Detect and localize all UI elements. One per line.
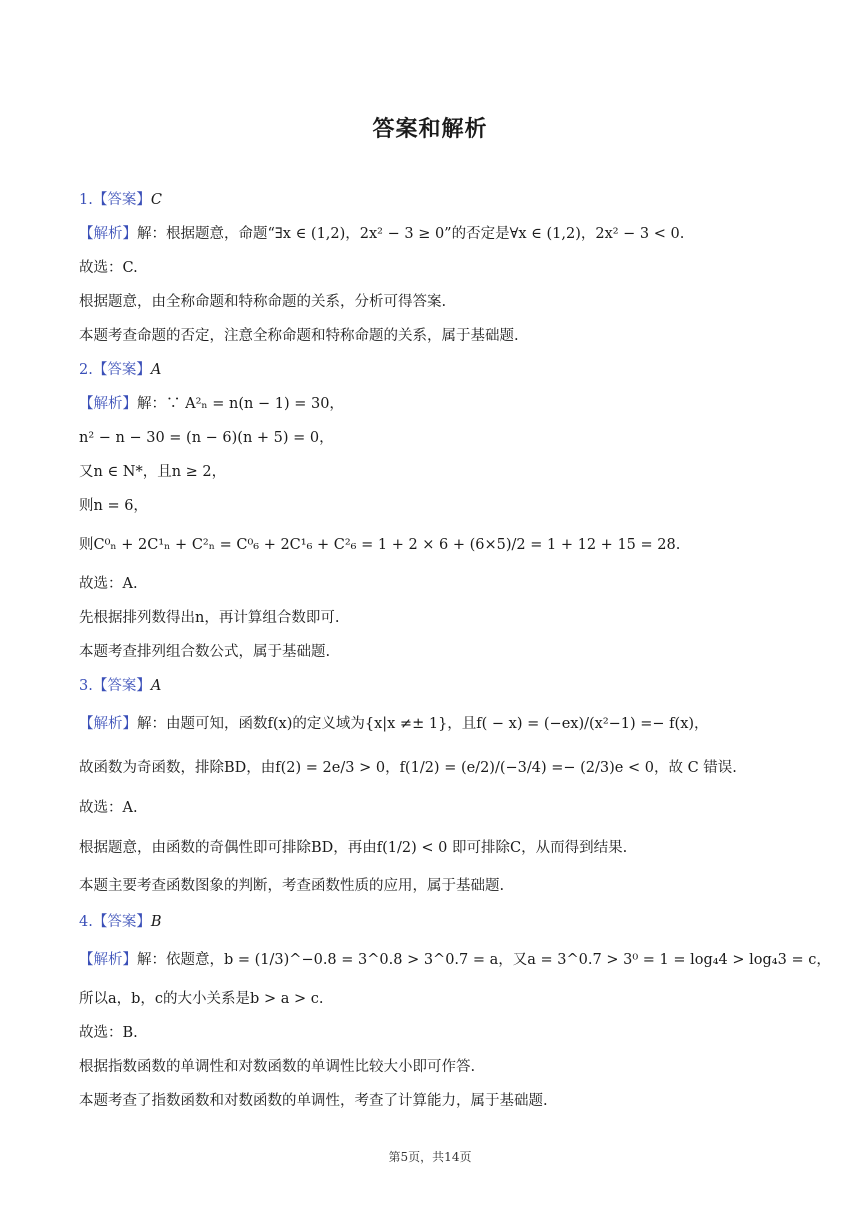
analysis-line-4-1 <box>79 950 831 970</box>
analysis-line-1-1 <box>79 224 684 244</box>
analysis-line-2-4: 则n = 6， <box>79 498 148 514</box>
analysis-text: 解：根据题意，命题“∃x ∈ (1,2)，2x² − 3 ≥ 0”的否定是∀x ∈ (1,2)，2x² − 3 < 0. <box>137 226 685 242</box>
analysis-text: 解：∵ A²ₙ = n(n − 1) = 30， <box>137 396 344 412</box>
analysis-line-3-2: 故函数为奇函数，排除BD，由f(2) = 2e/3 > 0，f(1/2) = (e/2)/(−3/4) =− (2/3)e < 0，故 C 错误. <box>79 760 737 776</box>
analysis-line-1-2: 故选：C. <box>79 260 138 276</box>
analysis-line-4-5: 本题考查了指数函数和对数函数的单调性，考查了计算能力，属于基础题. <box>79 1093 548 1109</box>
analysis-tag-4: 【解析】 <box>79 952 137 968</box>
analysis-line-2-1 <box>79 394 344 414</box>
analysis-line-1-3: 根据题意，由全称命题和特称命题的关系，分析可得答案. <box>79 294 447 310</box>
answer-line-3 <box>79 676 161 696</box>
analysis-line-4-2: 所以a，b，c的大小关系是b > a > c. <box>79 991 324 1007</box>
analysis-line-1-4: 本题考查命题的否定，注意全称命题和特称命题的关系，属于基础题. <box>79 328 519 344</box>
answer-value-2: A <box>150 362 162 378</box>
analysis-tag-1: 【解析】 <box>79 226 137 242</box>
answer-head-1: 1.【答案】 <box>79 192 151 208</box>
answer-line-2 <box>79 360 161 380</box>
analysis-line-4-3: 故选：B. <box>79 1025 138 1041</box>
analysis-line-3-3: 故选：A. <box>79 800 138 816</box>
answer-head-2: 2.【答案】 <box>79 362 151 378</box>
answer-value-1: C <box>150 192 162 208</box>
answer-line-4 <box>79 912 162 932</box>
analysis-line-2-6: 故选：A. <box>79 576 138 592</box>
page-title: 答案和解析 <box>372 117 488 142</box>
answer-line-1 <box>79 190 162 210</box>
answer-value-4: B <box>150 914 162 930</box>
analysis-text: 解：依题意，b = (1/3)^−0.8 = 3^0.8 > 3^0.7 = a，又a = 3^0.7 > 3⁰ = 1 = log₄4 > log₄3 = c， <box>137 952 831 968</box>
answer-head-3: 3.【答案】 <box>79 678 151 694</box>
answer-value-3: A <box>150 678 162 694</box>
analysis-line-3-1 <box>79 714 709 734</box>
analysis-line-3-4: 根据题意，由函数的奇偶性即可排除BD，再由f(1/2) < 0 即可排除C，从而得到结果. <box>79 840 628 856</box>
answer-head-4: 4.【答案】 <box>79 914 151 930</box>
analysis-line-3-5: 本题主要考查函数图象的判断，考查函数性质的应用，属于基础题. <box>79 878 505 894</box>
analysis-tag-2: 【解析】 <box>79 396 137 412</box>
analysis-text: 解：由题可知，函数f(x)的定义域为{x|x ≠± 1}，且f( − x) = (−ex)/(x²−1) =− f(x)， <box>137 716 709 732</box>
analysis-line-2-5: 则C⁰ₙ + 2C¹ₙ + C²ₙ = C⁰₆ + 2C¹₆ + C²₆ = 1 + 2 × 6 + (6×5)/2 = 1 + 12 + 15 = 28. <box>79 537 681 553</box>
analysis-line-4-4: 根据指数函数的单调性和对数函数的单调性比较大小即可作答. <box>79 1059 476 1075</box>
analysis-line-2-7: 先根据排列数得出n，再计算组合数即可. <box>79 610 340 626</box>
analysis-line-2-2: n² − n − 30 = (n − 6)(n + 5) = 0， <box>79 430 334 446</box>
page-footer: 第5页，共14页 <box>388 1150 472 1164</box>
analysis-line-2-8: 本题考查排列组合数公式，属于基础题. <box>79 644 331 660</box>
analysis-line-2-3: 又n ∈ N*，且n ≥ 2， <box>79 464 227 480</box>
analysis-tag-3: 【解析】 <box>79 716 137 732</box>
